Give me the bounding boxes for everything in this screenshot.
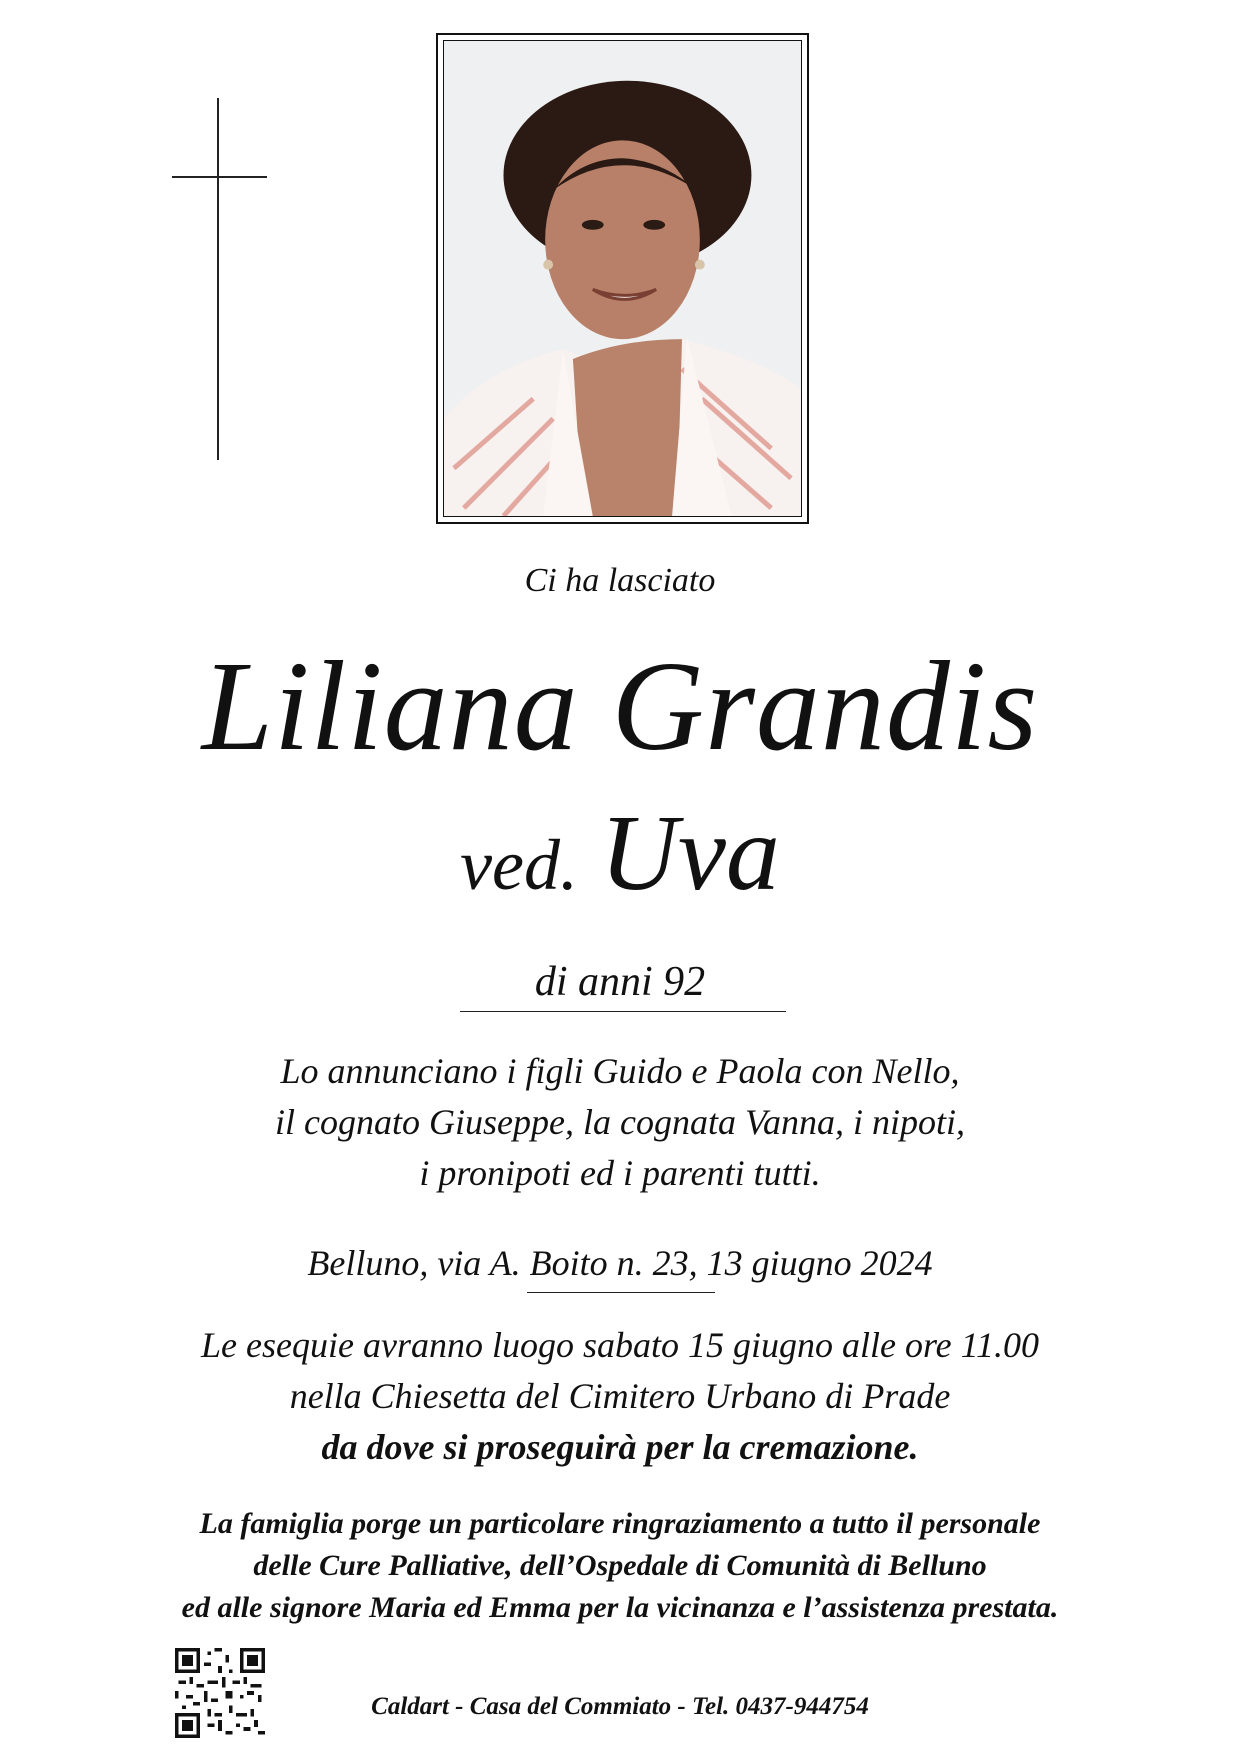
place-date: Belluno, via A. Boito n. 23, 13 giugno 2024 bbox=[307, 1243, 933, 1283]
funeral-line: nella Chiesetta del Cimitero Urbano di Prade bbox=[289, 1376, 951, 1416]
divider bbox=[527, 1292, 715, 1293]
married-name bbox=[0, 794, 1240, 913]
married-surname: Uva bbox=[599, 794, 780, 913]
ved-prefix: ved. bbox=[460, 825, 578, 905]
announcement-line: Lo annunciano i figli Guido e Paola con Nello, bbox=[280, 1051, 960, 1091]
age-text: di anni 92 bbox=[534, 959, 706, 1005]
thanks-line: delle Cure Palliative, dell’Ospedale di Comunità di Belluno bbox=[253, 1549, 987, 1582]
intro-text: Ci ha lasciato bbox=[524, 562, 716, 599]
deceased-name: Liliana Grandis bbox=[201, 635, 1039, 777]
portrait-photo bbox=[443, 40, 802, 517]
funeral-home-contact: Caldart - Casa del Commiato - Tel. 0437-944754 bbox=[371, 1693, 869, 1720]
funeral-line: Le esequie avranno luogo sabato 15 giugno alle ore 11.00 bbox=[201, 1325, 1039, 1365]
thanks-line: La famiglia porge un particolare ringraziamento a tutto il personale bbox=[199, 1507, 1041, 1540]
thanks-line: ed alle signore Maria ed Emma per la vicinanza e l’assistenza prestata. bbox=[181, 1591, 1059, 1624]
funeral-info bbox=[0, 1320, 1240, 1473]
announcement-line: il cognato Giuseppe, la cognata Vanna, i nipoti, bbox=[275, 1102, 965, 1142]
funeral-line: da dove si proseguirà per la cremazione. bbox=[321, 1427, 919, 1467]
announcement-line: i pronipoti ed i parenti tutti. bbox=[419, 1153, 821, 1193]
portrait-frame bbox=[436, 33, 809, 524]
announcement bbox=[0, 1046, 1240, 1199]
thanks-text bbox=[0, 1503, 1240, 1629]
divider bbox=[460, 1011, 786, 1012]
